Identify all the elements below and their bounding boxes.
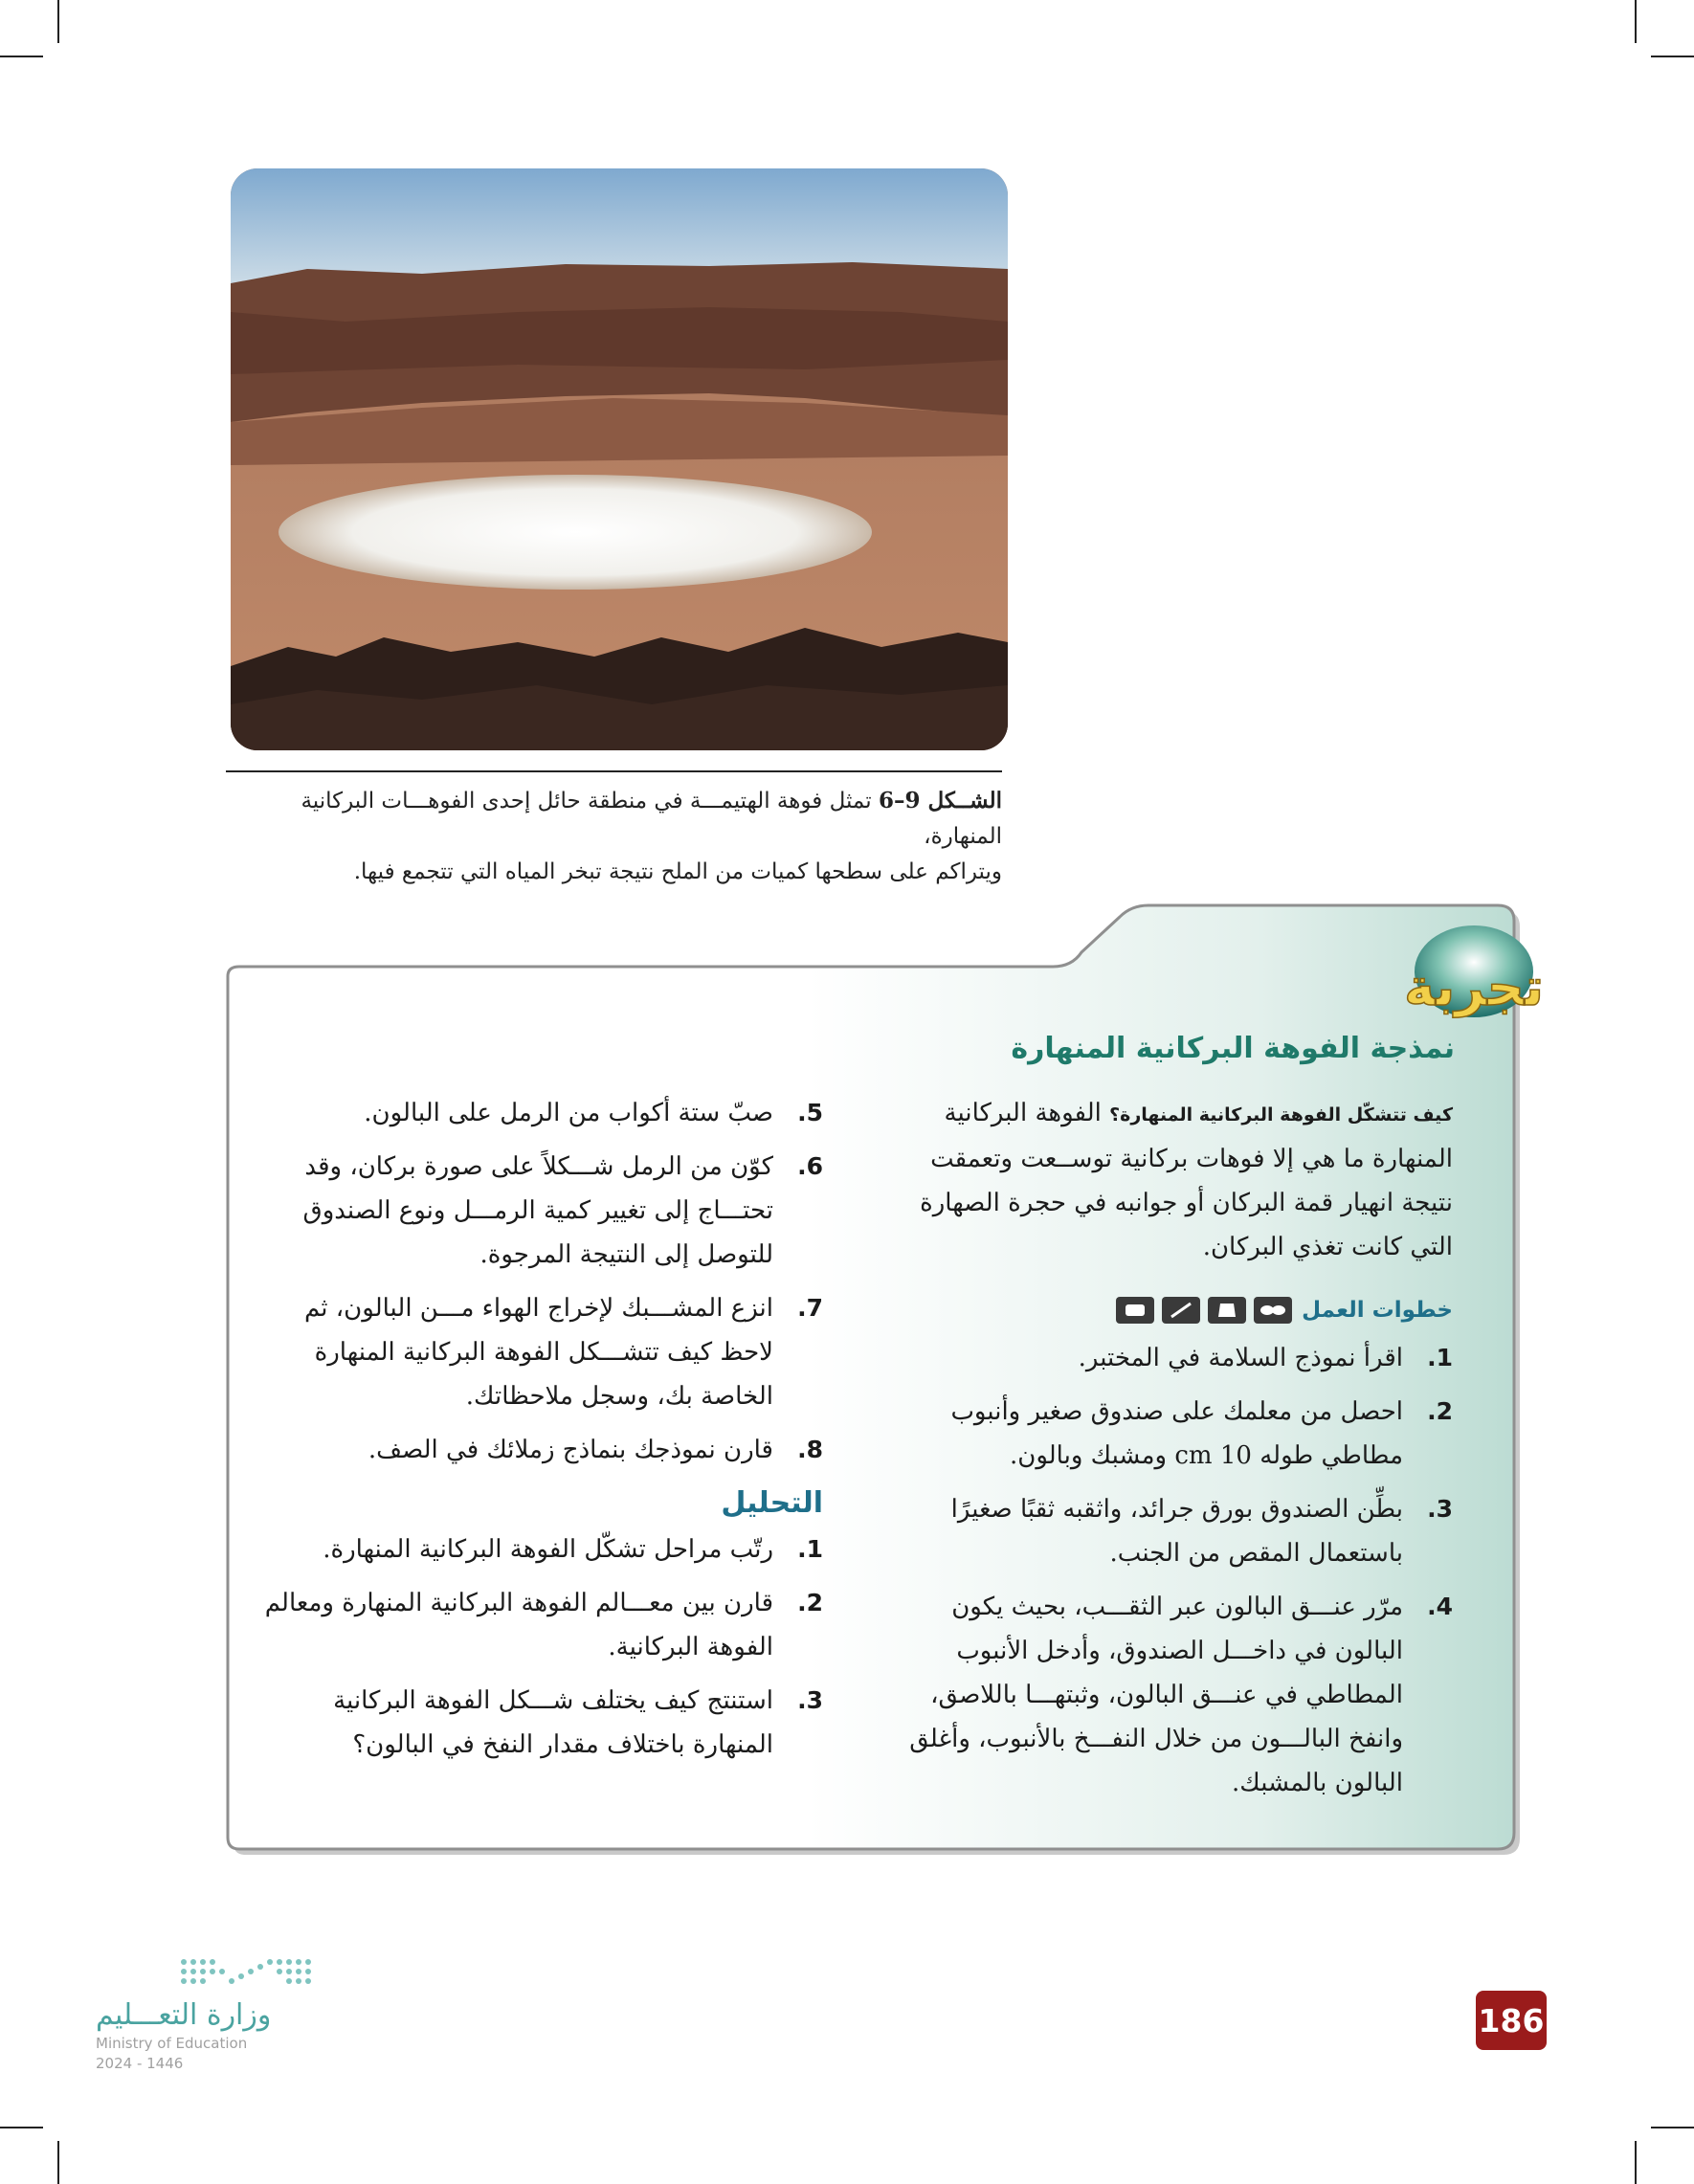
analysis-number: 3.	[797, 1686, 823, 1714]
analysis-text: قارن بين معـــالم الفوهة البركانية المنهارة ومعالم الفوهة البركانية.	[264, 1589, 773, 1661]
step-text: انزع المشـــبك لإخراج الهواء مـــن البالون، ثم لاحظ كيف تتشـــكل الفوهة البركانية المنهارة الخاصة بك، وسجل ملاحظاتك.	[303, 1294, 773, 1411]
step-number: 1.	[1427, 1344, 1453, 1371]
goggles-icon	[1254, 1297, 1292, 1324]
step-text: مرّر عنـــق البالون عبر الثقـــب، بحيث يكون البالون في داخـــل الصندوق، وأدخل الأنبوب المطاطي في عنـــق البالون، وثبتهـــا باللاصق، وانفخ البالـــون من خلال النفـــخ بالأنبوب، وأغلق البالون بالمشبك.	[909, 1593, 1403, 1797]
analysis-text: استنتج كيف يختلف شـــكل الفوهة البركانية المنهارة باختلاف مقدار النفخ في البالون؟	[333, 1686, 773, 1759]
step-text: صبّ ستة أكواب من الرمل على البالون.	[364, 1099, 773, 1127]
intro-paragraph	[879, 1091, 1453, 1269]
step-number: 6.	[797, 1152, 823, 1180]
hand-wash-icon	[1116, 1297, 1154, 1324]
analysis-number: 1.	[797, 1535, 823, 1563]
step-text: احصل من معلمك على صندوق صغير وأنبوب مطاطي طوله 10 cm ومشبك وبالون.	[950, 1397, 1403, 1470]
crop-mark	[1635, 2141, 1637, 2184]
step-number: 7.	[797, 1294, 823, 1322]
page-number: 186	[1476, 1991, 1547, 2050]
steps-heading: خطوات العمل	[1302, 1298, 1453, 1323]
analysis-heading: التحليل	[721, 1486, 823, 1520]
analysis-text: رتّب مراحل تشكّل الفوهة البركانية المنهارة.	[323, 1535, 773, 1564]
figure-label: الشــكل 9–6	[878, 788, 1002, 813]
left-column	[258, 1091, 823, 1776]
step-item	[258, 1286, 823, 1418]
caption-rule	[226, 770, 1002, 772]
badge-label: تجربة	[1404, 957, 1544, 1017]
crop-mark	[0, 56, 43, 57]
steps-heading-row	[879, 1288, 1453, 1332]
step-text: كوّن من الرمل شـــكلاً على صورة بركان، وقد تحتـــاج إلى تغيير كمية الرمـــل ونوع الصندوق للتوصل إلى النتيجة المرجوة.	[302, 1152, 773, 1269]
step-item	[258, 1091, 823, 1135]
crater-photo	[231, 168, 1008, 750]
analysis-item	[258, 1527, 823, 1571]
ministry-name-ar: وزارة التعـــليم	[96, 1998, 272, 2032]
steps-list-1	[879, 1336, 1453, 1805]
step-item	[879, 1390, 1453, 1478]
safety-icons	[1116, 1297, 1292, 1324]
step-item	[879, 1487, 1453, 1575]
edition-year: 2024 - 1446	[96, 2055, 184, 2072]
analysis-list	[258, 1527, 823, 1767]
crop-mark	[1651, 2127, 1694, 2128]
intro-text: الفوهة البركانية المنهارة ما هي إلا فوهات بركانية توســعت وتعمقت نتيجة انهيار قمة البركان أو جوانبه في حجرة الصهارة التي كانت تغذي البركان.	[920, 1099, 1453, 1261]
step-number: 5.	[797, 1099, 823, 1126]
crop-mark	[57, 2141, 59, 2184]
step-item	[879, 1585, 1453, 1805]
step-text: قارن نموذجك بنماذج زملائك في الصف.	[368, 1436, 773, 1464]
step-number: 8.	[797, 1436, 823, 1463]
crop-mark	[57, 0, 59, 43]
ministry-name-en: Ministry of Education	[96, 2035, 248, 2052]
step-item	[258, 1145, 823, 1277]
step-number: 2.	[1427, 1397, 1453, 1425]
right-column	[879, 1091, 1453, 1815]
step-number: 3.	[1427, 1495, 1453, 1523]
step-text: بطِّن الصندوق بورق جرائد، واثقبه ثقبًا صغيرًا باستعمال المقص من الجنب.	[950, 1495, 1403, 1568]
crop-mark	[0, 2127, 43, 2128]
step-item	[258, 1428, 823, 1472]
steps-list-2	[258, 1091, 823, 1472]
step-number: 4.	[1427, 1593, 1453, 1620]
caption-text-1: تمثل فوهة الهتيمـــة في منطقة حائل إحدى الفوهـــات البركانية المنهارة،	[301, 789, 1002, 849]
sharp-object-icon	[1162, 1297, 1200, 1324]
intro-question: كيف تتشكّل الفوهة البركانية المنهارة؟	[1109, 1104, 1453, 1125]
crop-mark	[1651, 56, 1694, 57]
lab-coat-icon	[1208, 1297, 1246, 1324]
caption-text-2: ويتراكم على سطحها كميات من الملح نتيجة تبخر المياه التي تتجمع فيها.	[353, 859, 1002, 884]
analysis-item	[258, 1679, 823, 1767]
analysis-number: 2.	[797, 1589, 823, 1616]
experiment-badge	[1373, 924, 1574, 1029]
analysis-item	[258, 1581, 823, 1669]
figure-caption	[226, 783, 1002, 890]
experiment-title: نمذجة الفوهة البركانية المنهارة	[1011, 1032, 1455, 1065]
step-text: اقرأ نموذج السلامة في المختبر.	[1078, 1344, 1403, 1372]
crop-mark	[1635, 0, 1637, 43]
step-item	[879, 1336, 1453, 1380]
